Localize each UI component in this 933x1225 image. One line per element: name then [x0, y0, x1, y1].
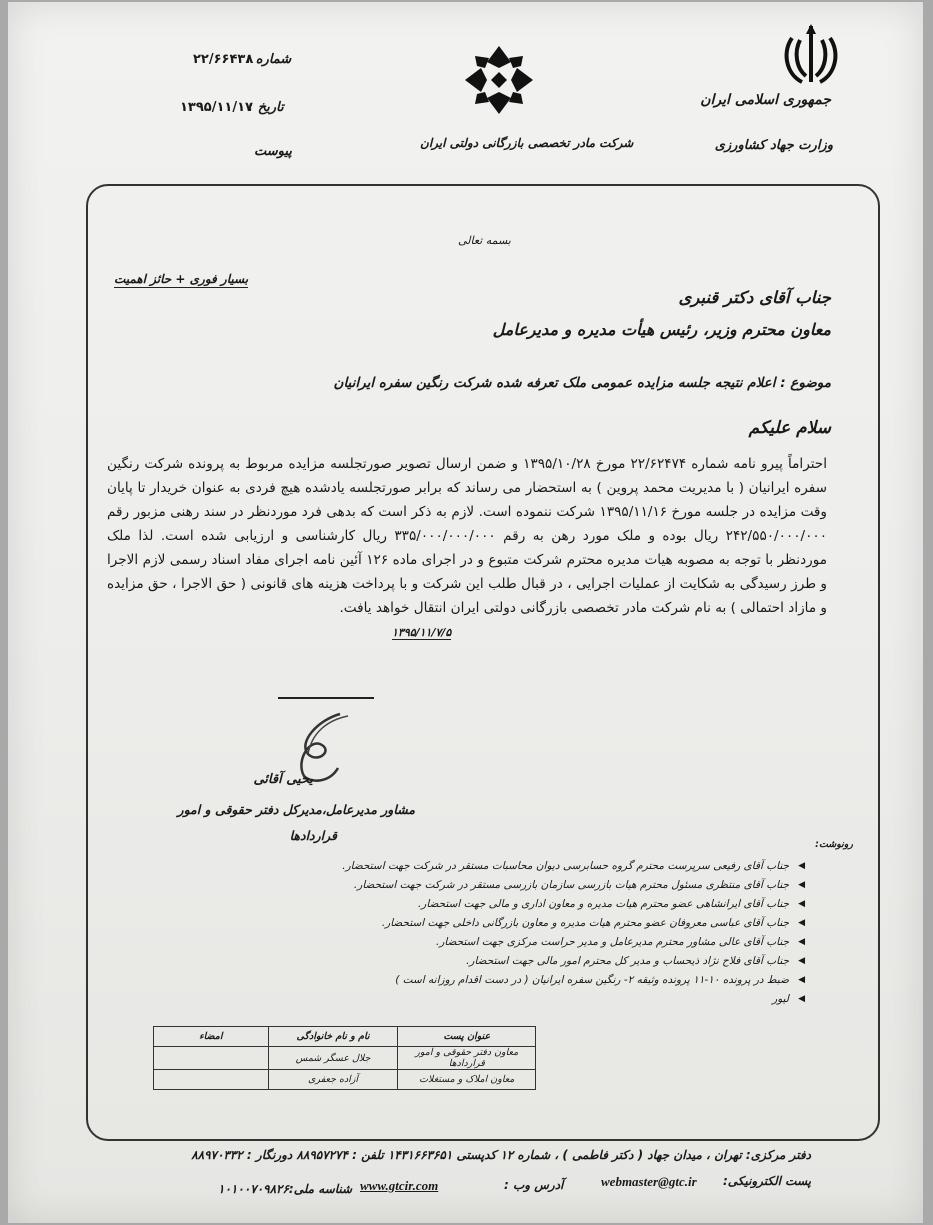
republic-title: جمهوری اسلامی ایران — [700, 92, 831, 108]
cc-item: ◀ لیور — [245, 990, 805, 1009]
signer-title-line1: مشاور مدیرعامل،مدیرکل دفتر حقوقی و امور — [177, 802, 415, 817]
signer-title-line2: قراردادها — [289, 828, 337, 843]
table-cell: معاون دفتر حقوقی و امور قراردادها — [398, 1047, 536, 1070]
table-header: عنوان پست — [398, 1027, 536, 1047]
attachment-label: پیوست — [254, 144, 292, 159]
table-cell: جلال عسگر شمس — [268, 1047, 398, 1070]
table-cell — [154, 1070, 269, 1090]
footer-website-label: آدرس وب : — [504, 1178, 564, 1192]
company-logo-icon — [463, 44, 535, 116]
footer-address: دفتر مرکزی: تهران ، میدان جهاد ( دکتر فاطمی ) ، شماره ۱۲ کدپستی ۱۴۳۱۶۶۳۶۵۱ تلفن : ۸۸۹۵۷۲۷۴ دورنگار : ۸۸۹۷۰۳۳۲ — [191, 1148, 811, 1162]
table-header: نام و نام خانوادگی — [268, 1027, 398, 1047]
table-header: امضاء — [154, 1027, 269, 1047]
table-cell: معاون املاک و مستغلات — [398, 1070, 536, 1090]
cc-item: ◀ جناب آقای عباسی معروفان عضو محترم هیات مدیره و معاون بازرگانی داخلی جهت استحضار. — [245, 914, 805, 933]
arrow-left-icon: ◀ — [798, 994, 805, 1004]
footer-website[interactable]: www.gtcir.com — [360, 1178, 439, 1193]
arrow-left-icon: ◀ — [798, 918, 805, 928]
cc-item: ◀ جناب آقای منتظری مسئول محترم هیات بازرسی سازمان بازرسی مستقر در شرکت جهت استحضار. — [245, 876, 805, 895]
table-row — [154, 1070, 536, 1090]
footer-email[interactable]: webmaster@gtc.ir — [601, 1174, 697, 1189]
bismillah: بسمه تعالی — [458, 234, 511, 247]
greeting: سلام علیکم — [748, 418, 831, 438]
subject-label: موضوع : — [780, 375, 831, 391]
arrow-left-icon: ◀ — [798, 899, 805, 909]
arrow-left-icon: ◀ — [798, 880, 805, 890]
letter-body: احتراماً پیرو نامه شماره ۲۲/۶۲۴۷۴ مورخ ۱۳۹۵/۱۰/۲۸ و ضمن ارسال تصویر صورتجلسه مزایده مربوط به پرونده شرکت رنگین سفره ایرانیان ( با مدیریت محمد پروین ) به استحضار می رساند که برابر صورتجلسه یادشده هیچ فردی به عنوان خریدار تا پایان وقت مزایده در جلسه مورخ ۱۳۹۵/۱۱/۱۶ شرکت ننموده است. لازم به ذکر است که بدهی فرد موردنظر در سند رهنی مزبور رقم ۲۴۲/۵۵۰/۰۰۰/۰۰۰ ریال بوده و ملک مورد رهن به رقم ۳۳۵/۰۰۰/۰۰۰/۰۰۰ ریال کارشناسی و ارزیابی شده است. لذا ملک موردنظر با توجه به مصوبه هیات مدیره محترم شرکت متبوع و در اجرای ماده ۱۲۶ آئین نامه اجرای مفاد اسناد رسمی لازم الاجرا و طرز رسیدگی به شکایت از عملیات اجرایی ، در قبال طلب این شرکت و با پرداخت هزینه های قانونی ( حق الاجرا ، حق مزایده و مازاد احتمالی ) به نام شرکت مادر تخصصی بازرگانی دولتی ایران انتقال خواهد یافت. — [107, 456, 828, 616]
company-name: شرکت مادر تخصصی بازرگانی دولتی ایران — [420, 136, 634, 150]
cc-list — [245, 857, 805, 1009]
letter-page — [8, 2, 923, 1223]
signer-name: یحیی آقائی — [253, 772, 313, 787]
table-cell: آزاده جعفری — [268, 1070, 398, 1090]
subject-text: اعلام نتیجه جلسه مزایده عمومی ملک تعرفه شده شرکت رنگین سفره ایرانیان — [333, 375, 776, 391]
cc-item: ◀ جناب آقای رفیعی سرپرست محترم گروه حسابرسی دیوان محاسبات مستقر در شرکت جهت استحضار. — [245, 857, 805, 876]
subject-line — [334, 375, 831, 391]
handwritten-date: ۱۳۹۵/۱۱/۷/۵ — [392, 626, 452, 639]
arrow-left-icon: ◀ — [798, 956, 805, 966]
arrow-left-icon: ◀ — [798, 937, 805, 947]
number-label: شماره : — [246, 52, 292, 67]
cc-item: ◀ جناب آقای عالی مشاور محترم مدیرعامل و مدیر حراست مرکزی جهت استحضار. — [245, 933, 805, 952]
approval-table — [153, 1026, 536, 1090]
footer-national-id: شناسه ملی:۱۰۱۰۰۷۰۹۸۲۶ — [218, 1182, 353, 1196]
cc-label: رونوشت: — [815, 839, 853, 850]
urgency-label: بسیار فوری + حائز اهمیت — [114, 272, 249, 286]
ministry-title: وزارت جهاد کشاورزی — [714, 138, 833, 153]
date-label: تاریخ : — [248, 100, 284, 115]
iran-emblem-icon — [780, 22, 842, 88]
arrow-left-icon: ◀ — [798, 975, 805, 985]
cc-item: ◀ جناب آقای فلاح نژاد ذیحساب و مدیر کل محترم امور مالی جهت استحضار. — [245, 952, 805, 971]
arrow-left-icon: ◀ — [798, 861, 805, 871]
recipient-title: معاون محترم وزیر، رئیس هیأت مدیره و مدیرعامل — [492, 320, 831, 339]
number-value: ۲۲/۶۶۴۳۸ — [193, 52, 254, 67]
cc-item: ◀ ضبط در پرونده ۱۰-۱۱ پرونده وثیقه ۲- رنگین سفره ایرانیان ( در دست اقدام روزانه است ) — [245, 971, 805, 990]
table-cell — [154, 1047, 269, 1070]
table-row — [154, 1047, 536, 1070]
cc-item: ◀ جناب آقای ایرانشاهی عضو محترم هیات مدیره و معاون اداری و مالی جهت استحضار. — [245, 895, 805, 914]
recipient-name: جناب آقای دکتر قنبری — [678, 288, 831, 307]
table-header-row — [154, 1027, 536, 1047]
date-value: ۱۳۹۵/۱۱/۱۷ — [180, 100, 253, 115]
footer-email-label: پست الکترونیکی: — [722, 1174, 811, 1188]
